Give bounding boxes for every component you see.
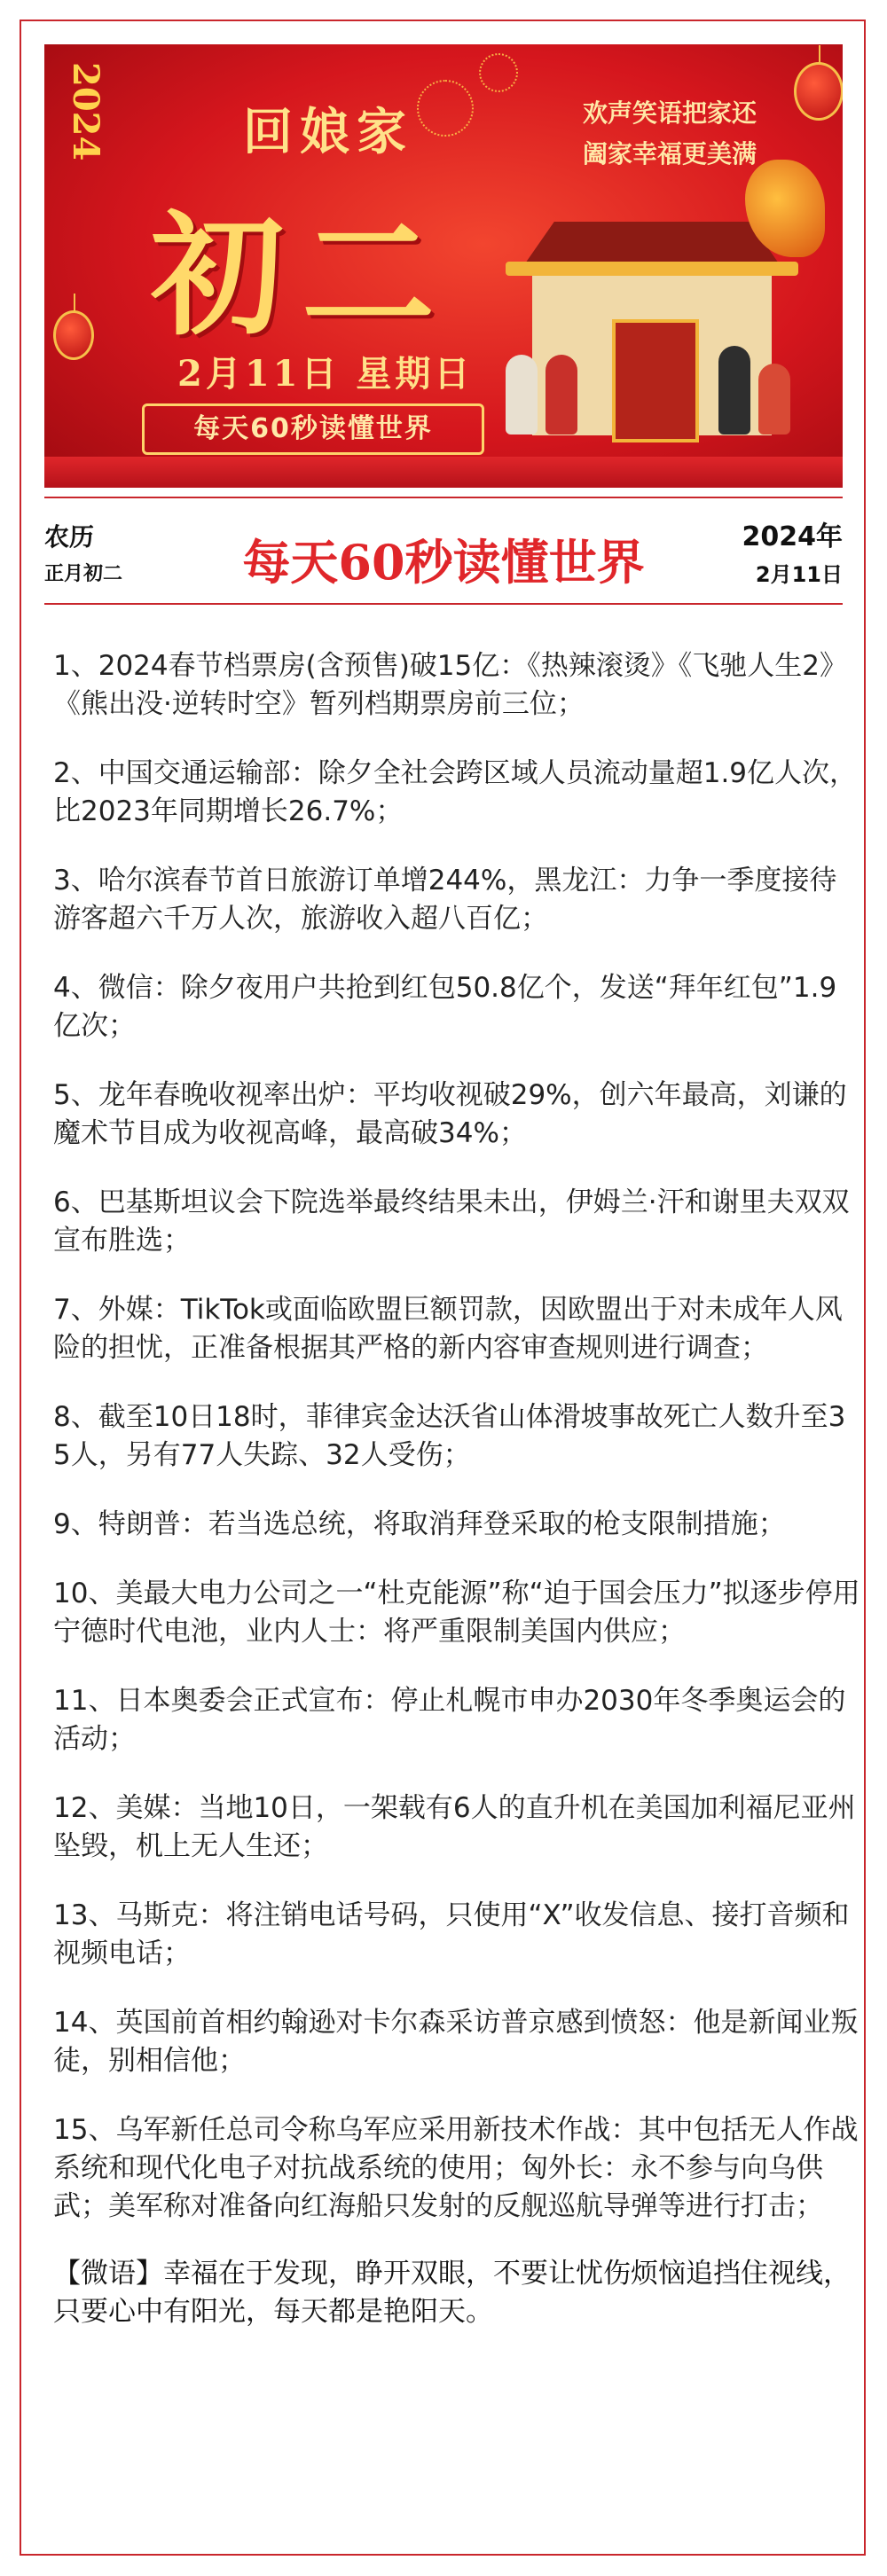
news-item: 5、龙年春晚收视率出炉：平均收视破29%，创六年最高，刘谦的魔术节目成为收视高峰，最高破34%； [53, 1079, 847, 1149]
banner-title: 回娘家 [243, 103, 413, 161]
daily-quote: 【微语】幸福在于发现，睁开双眼，不要让忧伤烦恼追挡住视线，只要心中有阳光，每天都是艳阳天。 [53, 2258, 851, 2328]
header-divider [44, 497, 843, 498]
banner-date: 2月11日 星期日 [177, 353, 474, 395]
news-item: 11、日本奥委会正式宣布：停止札幌市申办2030年冬季奥运会的活动； [53, 1685, 846, 1755]
news-item: 6、巴基斯坦议会下院选举最终结果未出，伊姆兰·汗和谢里夫双双宣布胜选； [53, 1186, 850, 1257]
news-item: 14、英国前首相约翰逊对卡尔森采访普京感到愤怒：他是新闻业叛徒，别相信他； [53, 2007, 859, 2077]
lantern-icon [53, 310, 94, 360]
news-item: 12、美媒：当地10日，一架载有6人的直升机在美国加利福尼亚州坠毁，机上无人生还； [53, 1792, 856, 1862]
firework-decoration [479, 53, 518, 92]
year-label: 2024年 [742, 521, 843, 552]
lunar-label: 农历 [44, 522, 95, 552]
page-title: 每天60秒读懂世界 [242, 534, 645, 591]
news-item: 2、中国交通运输部：除夕全社会跨区域人员流动量超1.9亿人次，比2023年同期增长26.7%； [53, 757, 858, 827]
news-item: 13、马斯克：将注销电话号码，只使用“X”收发信息、接打音频和视频电话； [53, 1899, 850, 1969]
news-item: 9、特朗普：若当选总统，将取消拜登采取的枪支限制措施； [53, 1508, 786, 1540]
solar-date: 2月11日 [755, 562, 843, 587]
banner-slogan: 每天60秒读懂世界 [142, 403, 484, 455]
house-illustration [506, 222, 798, 452]
news-item: 10、美最大电力公司之一“杜克能源”称“迫于国会压力”拟逐步停用宁德时代电池，业内人士：将严重限制美国内供应； [53, 1578, 860, 1648]
news-item: 1、2024春节档票房(含预售)破15亿：《热辣滚烫》《飞驰人生2》《熊出没·逆转时空》暂列档期票房前三位； [53, 650, 847, 720]
news-item: 3、哈尔滨春节首日旅游订单增244%，黑龙江：力争一季度接待游客超六千万人次，旅游收入超八百亿； [53, 865, 837, 935]
couplet-line: 欢声笑语把家还 [582, 98, 757, 128]
lunar-date: 正月初二 [44, 563, 123, 585]
header-divider [44, 603, 843, 605]
banner-ground [44, 457, 843, 488]
news-list [53, 647, 860, 2359]
couplet-line: 阖家幸福更美满 [582, 139, 757, 168]
news-item: 8、截至10日18时，菲律宾金达沃省山体滑坡事故死亡人数升至35人，另有77人失踪、32人受伤； [53, 1401, 846, 1471]
news-item: 15、乌军新任总司令称乌军应采用新技术作战：其中包括无人作战系统和现代化电子对抗战系统的使用；匈外长：永不参与向乌供武；美军称对准备向红海船只发射的反舰巡航导弹等进行打击； [53, 2114, 859, 2222]
news-item: 4、微信：除夕夜用户共抢到红包50.8亿个，发送“拜年红包”1.9亿次； [53, 972, 837, 1042]
banner-image [44, 44, 843, 488]
masthead [44, 505, 843, 603]
banner-logo: 2024 [65, 62, 106, 161]
banner-headline: 初二 [151, 198, 453, 354]
news-item: 7、外媒：TikTok或面临欧盟巨额罚款，因欧盟出于对未成年人风险的担忧，正准备根据其严格的新内容审查规则进行调查； [53, 1294, 843, 1364]
